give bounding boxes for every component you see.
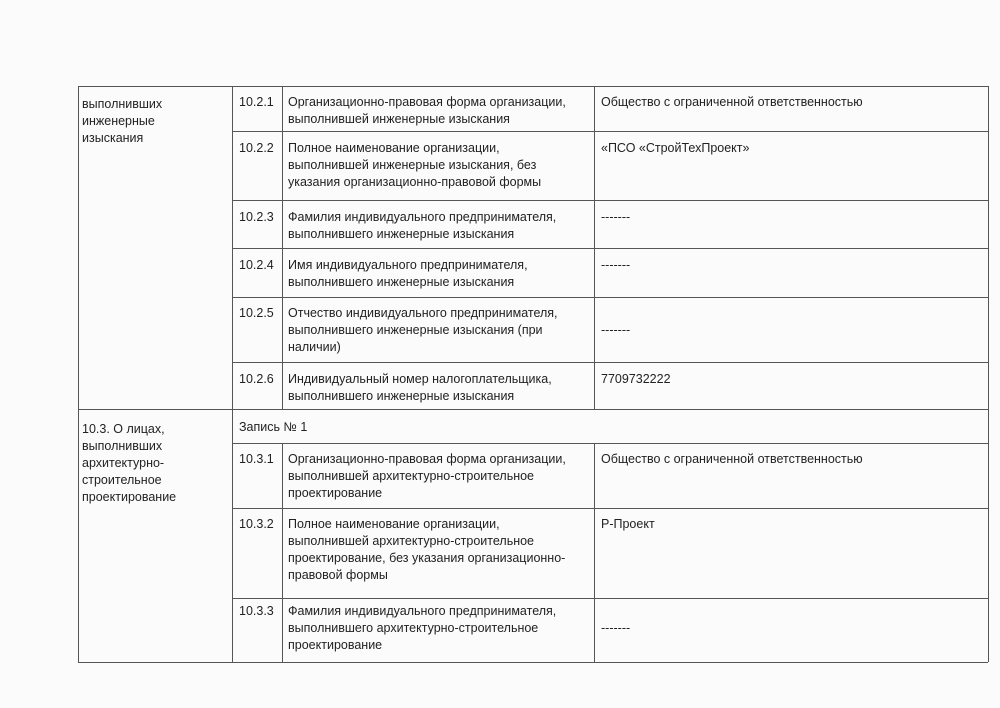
section-10-3-label: 10.3. О лицах, выполнивших архитектурно- строительное проектирование bbox=[82, 422, 177, 504]
row-value: Общество с ограниченной ответственностью bbox=[601, 95, 863, 109]
row-num: 10.2.6 bbox=[239, 372, 274, 386]
row-value: Общество с ограниченной ответственностью bbox=[601, 452, 863, 466]
row-value: 7709732222 bbox=[601, 372, 671, 386]
record-label: Запись № 1 bbox=[239, 420, 308, 434]
row-field: Организационно-правовая форма организации, выполнившей архитектурно-строительное проектирование bbox=[288, 452, 566, 500]
row-num: 10.3.1 bbox=[239, 452, 274, 466]
row-num: 10.2.4 bbox=[239, 258, 274, 272]
row-field: Фамилия индивидуального предпринимателя, выполнившего инженерные изыскания bbox=[288, 210, 557, 241]
row-num: 10.2.3 bbox=[239, 210, 274, 224]
row-value: «ПСО «СтройТехПроект» bbox=[601, 141, 750, 155]
row-num: 10.3.2 bbox=[239, 517, 274, 531]
row-field: Отчество индивидуального предпринимателя, выполнившего инженерные изыскания (при наличии) bbox=[288, 306, 558, 354]
row-num: 10.2.2 bbox=[239, 141, 274, 155]
row-value: Р-Проект bbox=[601, 517, 655, 531]
row-field: Организационно-правовая форма организации, выполнившей инженерные изыскания bbox=[288, 95, 566, 126]
row-num: 10.2.5 bbox=[239, 306, 274, 320]
row-value: ------- bbox=[601, 210, 631, 224]
row-value: ------- bbox=[601, 621, 631, 635]
row-num: 10.3.3 bbox=[239, 604, 274, 618]
section-10-2-label: выполнивших инженерные изыскания bbox=[82, 97, 163, 145]
row-field: Имя индивидуального предпринимателя, выполнившего инженерные изыскания bbox=[288, 258, 528, 289]
row-value: ------- bbox=[601, 258, 631, 272]
row-field: Полное наименование организации, выполнившей инженерные изыскания, без указания организационно-правовой формы bbox=[288, 141, 542, 189]
row-field: Фамилия индивидуального предпринимателя, выполнившего архитектурно-строительное проектирование bbox=[288, 604, 557, 652]
row-field: Полное наименование организации, выполнившей архитектурно-строительное проектирование, без указания организационно- правовой формы bbox=[288, 517, 566, 582]
row-field: Индивидуальный номер налогоплательщика, выполнившего инженерные изыскания bbox=[288, 372, 552, 403]
row-value: ------- bbox=[601, 323, 631, 337]
row-num: 10.2.1 bbox=[239, 95, 274, 109]
